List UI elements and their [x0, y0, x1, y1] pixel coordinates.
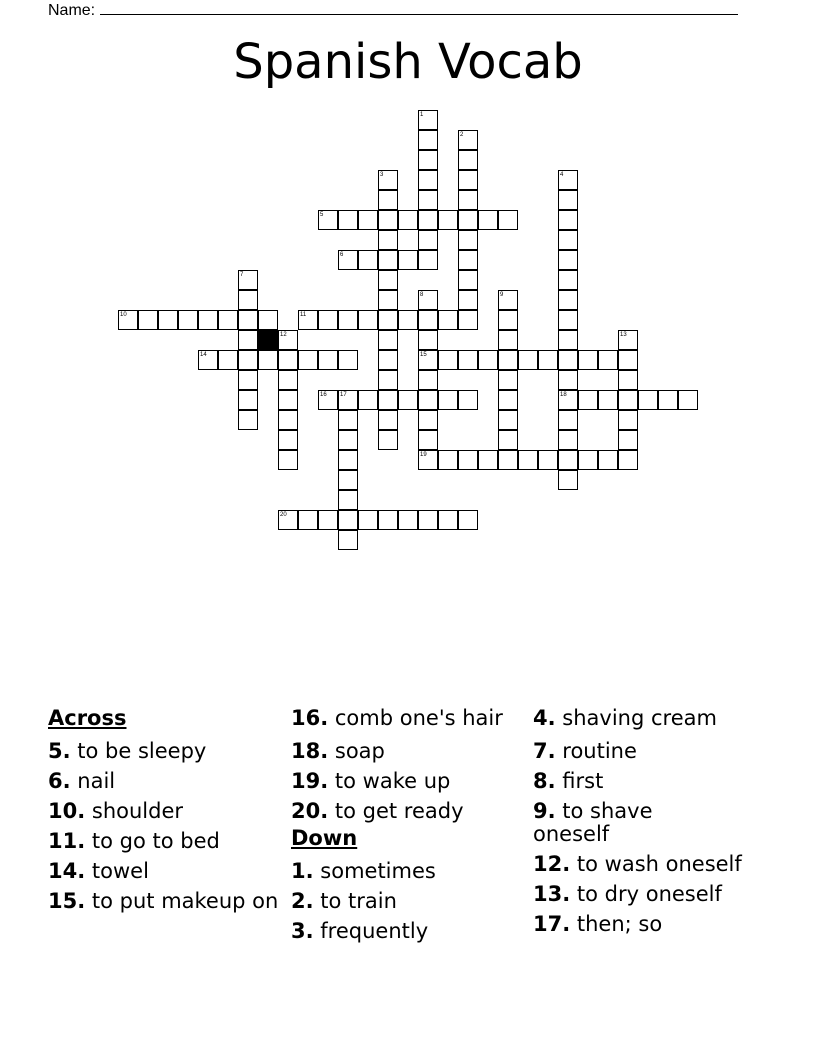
crossword-cell[interactable] — [418, 170, 438, 190]
clue-number-label: 15 — [420, 352, 427, 358]
clue-down-4 — [533, 703, 763, 733]
clue-across-20 — [291, 793, 527, 823]
crossword-cell[interactable] — [458, 270, 478, 290]
crossword-cell[interactable] — [258, 350, 278, 370]
crossword-cell[interactable] — [458, 450, 478, 470]
clue-across-16 — [291, 703, 527, 733]
clue-across-5 — [48, 733, 280, 763]
crossword-cell[interactable] — [558, 350, 578, 370]
crossword-cell[interactable] — [558, 210, 578, 230]
clue-text: frequently — [320, 919, 429, 943]
crossword-cell[interactable] — [378, 310, 398, 330]
crossword-cell[interactable] — [318, 210, 338, 230]
clue-across-14 — [48, 853, 280, 883]
crossword-cell[interactable] — [498, 370, 518, 390]
crossword-cell[interactable] — [458, 310, 478, 330]
crossword-cell[interactable] — [318, 350, 338, 370]
crossword-cell[interactable] — [438, 450, 458, 470]
crossword-cell[interactable] — [458, 350, 478, 370]
clue-text: soap — [334, 739, 385, 763]
crossword-cell[interactable] — [498, 430, 518, 450]
crossword-cell[interactable] — [558, 270, 578, 290]
crossword-cell[interactable] — [378, 270, 398, 290]
crossword-cell[interactable] — [438, 510, 458, 530]
clue-number: 2. — [291, 889, 314, 913]
crossword-cell[interactable] — [358, 390, 378, 410]
crossword-cell[interactable] — [118, 310, 138, 330]
crossword-cell[interactable] — [618, 370, 638, 390]
crossword-cell[interactable] — [338, 490, 358, 510]
clue-number: 19. — [291, 769, 329, 793]
crossword-cell[interactable] — [398, 510, 418, 530]
crossword-cell[interactable] — [418, 230, 438, 250]
crossword-cell[interactable] — [598, 390, 618, 410]
crossword-cell[interactable] — [378, 370, 398, 390]
crossword-cell[interactable] — [558, 310, 578, 330]
crossword-cell[interactable] — [338, 530, 358, 550]
crossword-cell[interactable] — [458, 130, 478, 150]
crossword-cell[interactable] — [498, 450, 518, 470]
clue-text: shoulder — [91, 799, 184, 823]
clue-number-label: 16 — [320, 392, 327, 398]
clue-number-label: 13 — [620, 332, 627, 338]
crossword-cell[interactable] — [558, 190, 578, 210]
clue-number: 16. — [291, 706, 329, 730]
crossword-cell[interactable] — [458, 170, 478, 190]
crossword-cell[interactable] — [438, 350, 458, 370]
crossword-cell[interactable] — [338, 210, 358, 230]
crossword-cell[interactable] — [238, 390, 258, 410]
crossword-cell[interactable] — [418, 370, 438, 390]
crossword-cell[interactable] — [578, 390, 598, 410]
clue-text: to wake up — [334, 769, 451, 793]
clue-number: 10. — [48, 799, 86, 823]
clue-across-6 — [48, 763, 280, 793]
clue-number-label: 11 — [300, 312, 307, 318]
clue-text: to get ready — [334, 799, 464, 823]
crossword-cell[interactable] — [158, 310, 178, 330]
crossword-cell[interactable] — [558, 390, 578, 410]
clue-number-label: 12 — [280, 332, 287, 338]
crossword-cell[interactable] — [418, 330, 438, 350]
crossword-cell[interactable] — [618, 350, 638, 370]
clue-number-label: 14 — [200, 352, 207, 358]
crossword-cell[interactable] — [418, 310, 438, 330]
clue-number: 1. — [291, 859, 314, 883]
crossword-cell[interactable] — [278, 390, 298, 410]
clue-down-7 — [533, 733, 763, 763]
crossword-cell[interactable] — [438, 390, 458, 410]
crossword-cell[interactable] — [598, 450, 618, 470]
clue-number: 13. — [533, 882, 571, 906]
crossword-cell[interactable] — [378, 250, 398, 270]
clue-down-13 — [533, 876, 763, 906]
crossword-cell[interactable] — [638, 390, 658, 410]
clue-text: to wash oneself — [576, 852, 742, 876]
clue-number-label: 19 — [420, 452, 427, 458]
clue-text: to put makeup on — [91, 889, 279, 913]
crossword-cell[interactable] — [278, 510, 298, 530]
crossword-cell[interactable] — [358, 210, 378, 230]
crossword-cell[interactable] — [558, 330, 578, 350]
clue-number-label: 6 — [340, 252, 344, 258]
crossword-cell[interactable] — [238, 410, 258, 430]
clue-number: 5. — [48, 739, 71, 763]
crossword-cell[interactable] — [378, 170, 398, 190]
clue-number-label: 20 — [280, 512, 287, 518]
crossword-cell[interactable] — [198, 350, 218, 370]
clue-number-label: 18 — [560, 392, 567, 398]
clue-number-label: 9 — [500, 292, 504, 298]
crossword-cell[interactable] — [298, 310, 318, 330]
crossword-cell[interactable] — [198, 310, 218, 330]
clue-number: 7. — [533, 739, 556, 763]
clue-number-label: 7 — [240, 272, 244, 278]
crossword-cell[interactable] — [498, 350, 518, 370]
crossword-cell[interactable] — [618, 330, 638, 350]
crossword-cell[interactable] — [558, 410, 578, 430]
clue-across-11 — [48, 823, 280, 853]
crossword-cell[interactable] — [398, 210, 418, 230]
crossword-cell[interactable] — [438, 310, 458, 330]
crossword-cell[interactable] — [518, 350, 538, 370]
crossword-cell[interactable] — [378, 210, 398, 230]
crossword-cell[interactable] — [358, 250, 378, 270]
clue-across-18 — [291, 733, 527, 763]
clue-down-9 — [533, 793, 673, 846]
crossword-cell[interactable] — [418, 350, 438, 370]
clue-text: to shave oneself — [533, 799, 653, 846]
clue-text: comb one's hair — [334, 706, 503, 730]
clues-column-2 — [291, 703, 527, 943]
crossword-cell[interactable] — [478, 210, 498, 230]
crossword-cell[interactable] — [358, 510, 378, 530]
crossword-cell[interactable] — [458, 390, 478, 410]
crossword-cell[interactable] — [338, 410, 358, 430]
crossword-cell[interactable] — [418, 450, 438, 470]
clue-number: 12. — [533, 852, 571, 876]
crossword-cell[interactable] — [338, 310, 358, 330]
clue-down-17 — [533, 906, 763, 936]
clue-text: towel — [91, 859, 149, 883]
clue-number: 14. — [48, 859, 86, 883]
crossword-cell[interactable] — [558, 250, 578, 270]
crossword-cell[interactable] — [458, 250, 478, 270]
crossword-cell[interactable] — [418, 430, 438, 450]
crossword-cell[interactable] — [378, 230, 398, 250]
crossword-cell[interactable] — [278, 350, 298, 370]
crossword-cell[interactable] — [338, 430, 358, 450]
crossword-cell[interactable] — [418, 150, 438, 170]
crossword-cell[interactable] — [498, 410, 518, 430]
crossword-cell[interactable] — [138, 310, 158, 330]
crossword-cell[interactable] — [458, 210, 478, 230]
clue-text: shaving cream — [562, 706, 717, 730]
crossword-cell[interactable] — [398, 310, 418, 330]
crossword-cell[interactable] — [378, 330, 398, 350]
crossword-cell[interactable] — [278, 410, 298, 430]
crossword-cell[interactable] — [278, 330, 298, 350]
crossword-cell[interactable] — [338, 450, 358, 470]
crossword-cell[interactable] — [178, 310, 198, 330]
crossword-cell[interactable] — [498, 210, 518, 230]
crossword-cell[interactable] — [618, 430, 638, 450]
crossword-cell[interactable] — [418, 390, 438, 410]
crossword-cell[interactable] — [458, 510, 478, 530]
clue-text: first — [562, 769, 604, 793]
crossword-cell[interactable] — [378, 390, 398, 410]
crossword-cell[interactable] — [458, 230, 478, 250]
crossword-cell[interactable] — [518, 450, 538, 470]
clue-number: 3. — [291, 919, 314, 943]
clue-text: to dry oneself — [576, 882, 722, 906]
clue-number: 15. — [48, 889, 86, 913]
crossword-cell[interactable] — [558, 230, 578, 250]
crossword-cell[interactable] — [458, 150, 478, 170]
clue-text: routine — [562, 739, 637, 763]
crossword-cell[interactable] — [558, 290, 578, 310]
crossword-cell[interactable] — [558, 170, 578, 190]
crossword-cell[interactable] — [498, 310, 518, 330]
clue-down-12 — [533, 846, 763, 876]
clue-number-label: 5 — [320, 212, 324, 218]
crossword-cell[interactable] — [678, 390, 698, 410]
clue-number: 17. — [533, 912, 571, 936]
crossword-cell[interactable] — [318, 310, 338, 330]
crossword-cell[interactable] — [498, 390, 518, 410]
crossword-cell[interactable] — [458, 290, 478, 310]
crossword-cell[interactable] — [618, 410, 638, 430]
crossword-cell[interactable] — [498, 290, 518, 310]
crossword-cell[interactable] — [418, 290, 438, 310]
crossword-black-cell — [258, 330, 278, 350]
crossword-cell[interactable] — [338, 470, 358, 490]
crossword-cell[interactable] — [618, 390, 638, 410]
crossword-cell[interactable] — [318, 390, 338, 410]
crossword-cell[interactable] — [538, 350, 558, 370]
crossword-cell[interactable] — [398, 390, 418, 410]
clue-number-label: 17 — [340, 392, 347, 398]
clue-down-2 — [291, 883, 527, 913]
crossword-cell[interactable] — [618, 450, 638, 470]
clue-text: then; so — [576, 912, 663, 936]
clue-number-label: 4 — [560, 172, 564, 178]
crossword-cell[interactable] — [238, 350, 258, 370]
crossword-cell[interactable] — [378, 350, 398, 370]
crossword-cell[interactable] — [578, 450, 598, 470]
crossword-cell[interactable] — [258, 310, 278, 330]
crossword-cell[interactable] — [418, 110, 438, 130]
crossword-cell[interactable] — [338, 510, 358, 530]
crossword-cell[interactable] — [238, 370, 258, 390]
crossword-cell[interactable] — [598, 350, 618, 370]
clue-down-8 — [533, 763, 763, 793]
clue-number-label: 10 — [120, 312, 127, 318]
crossword-cell[interactable] — [538, 450, 558, 470]
clue-number-label: 3 — [380, 172, 384, 178]
clue-down-3 — [291, 913, 527, 943]
crossword-cell[interactable] — [478, 350, 498, 370]
crossword-cell[interactable] — [238, 290, 258, 310]
clue-text: to be sleepy — [77, 739, 207, 763]
crossword-cell[interactable] — [278, 450, 298, 470]
clue-text: nail — [77, 769, 116, 793]
clues-column-1 — [48, 703, 280, 913]
crossword-cell[interactable] — [418, 410, 438, 430]
crossword-cell[interactable] — [398, 250, 418, 270]
crossword-cell[interactable] — [298, 350, 318, 370]
name-label: Name: — [48, 2, 96, 19]
crossword-cell[interactable] — [378, 290, 398, 310]
down-heading: Down — [291, 826, 358, 850]
crossword-cell[interactable] — [378, 410, 398, 430]
crossword-cell[interactable] — [458, 190, 478, 210]
crossword-cell[interactable] — [278, 430, 298, 450]
clue-text: sometimes — [320, 859, 436, 883]
crossword-cell[interactable] — [218, 350, 238, 370]
crossword-cell[interactable] — [338, 350, 358, 370]
crossword-cell[interactable] — [658, 390, 678, 410]
clue-across-15 — [48, 883, 280, 913]
crossword-cell[interactable] — [338, 390, 358, 410]
crossword-cell[interactable] — [578, 350, 598, 370]
crossword-cell[interactable] — [378, 430, 398, 450]
page-title: Spanish Vocab — [233, 34, 583, 90]
clue-number: 4. — [533, 706, 556, 730]
crossword-cell[interactable] — [438, 210, 458, 230]
crossword-cell[interactable] — [418, 250, 438, 270]
clue-text: to go to bed — [91, 829, 220, 853]
clue-number: 18. — [291, 739, 329, 763]
clue-number: 9. — [533, 799, 556, 823]
clue-down-1 — [291, 853, 527, 883]
clue-number-label: 2 — [460, 132, 464, 138]
crossword-cell[interactable] — [318, 510, 338, 530]
crossword-cell[interactable] — [558, 470, 578, 490]
crossword-cell[interactable] — [238, 330, 258, 350]
crossword-cell[interactable] — [378, 190, 398, 210]
clue-number: 20. — [291, 799, 329, 823]
clue-across-10 — [48, 793, 280, 823]
crossword-cell[interactable] — [378, 510, 398, 530]
clue-number-label: 1 — [420, 112, 424, 118]
crossword-cell[interactable] — [418, 190, 438, 210]
clue-across-19 — [291, 763, 527, 793]
crossword-cell[interactable] — [498, 330, 518, 350]
clue-number: 11. — [48, 829, 86, 853]
clue-text: to train — [320, 889, 397, 913]
crossword-cell[interactable] — [238, 310, 258, 330]
crossword-cell[interactable] — [418, 510, 438, 530]
crossword-cell[interactable] — [418, 130, 438, 150]
clue-number: 8. — [533, 769, 556, 793]
clues-column-3 — [533, 703, 763, 936]
crossword-cell[interactable] — [558, 430, 578, 450]
crossword-cell[interactable] — [558, 370, 578, 390]
crossword-cell[interactable] — [358, 310, 378, 330]
crossword-cell[interactable] — [278, 370, 298, 390]
crossword-cell[interactable] — [558, 450, 578, 470]
crossword-cell[interactable] — [418, 210, 438, 230]
crossword-cell[interactable] — [478, 450, 498, 470]
clue-number: 6. — [48, 769, 71, 793]
clue-number-label: 8 — [420, 292, 424, 298]
crossword-cell[interactable] — [298, 510, 318, 530]
across-heading: Across — [48, 706, 127, 730]
crossword-cell[interactable] — [338, 250, 358, 270]
crossword-cell[interactable] — [238, 270, 258, 290]
crossword-cell[interactable] — [218, 310, 238, 330]
